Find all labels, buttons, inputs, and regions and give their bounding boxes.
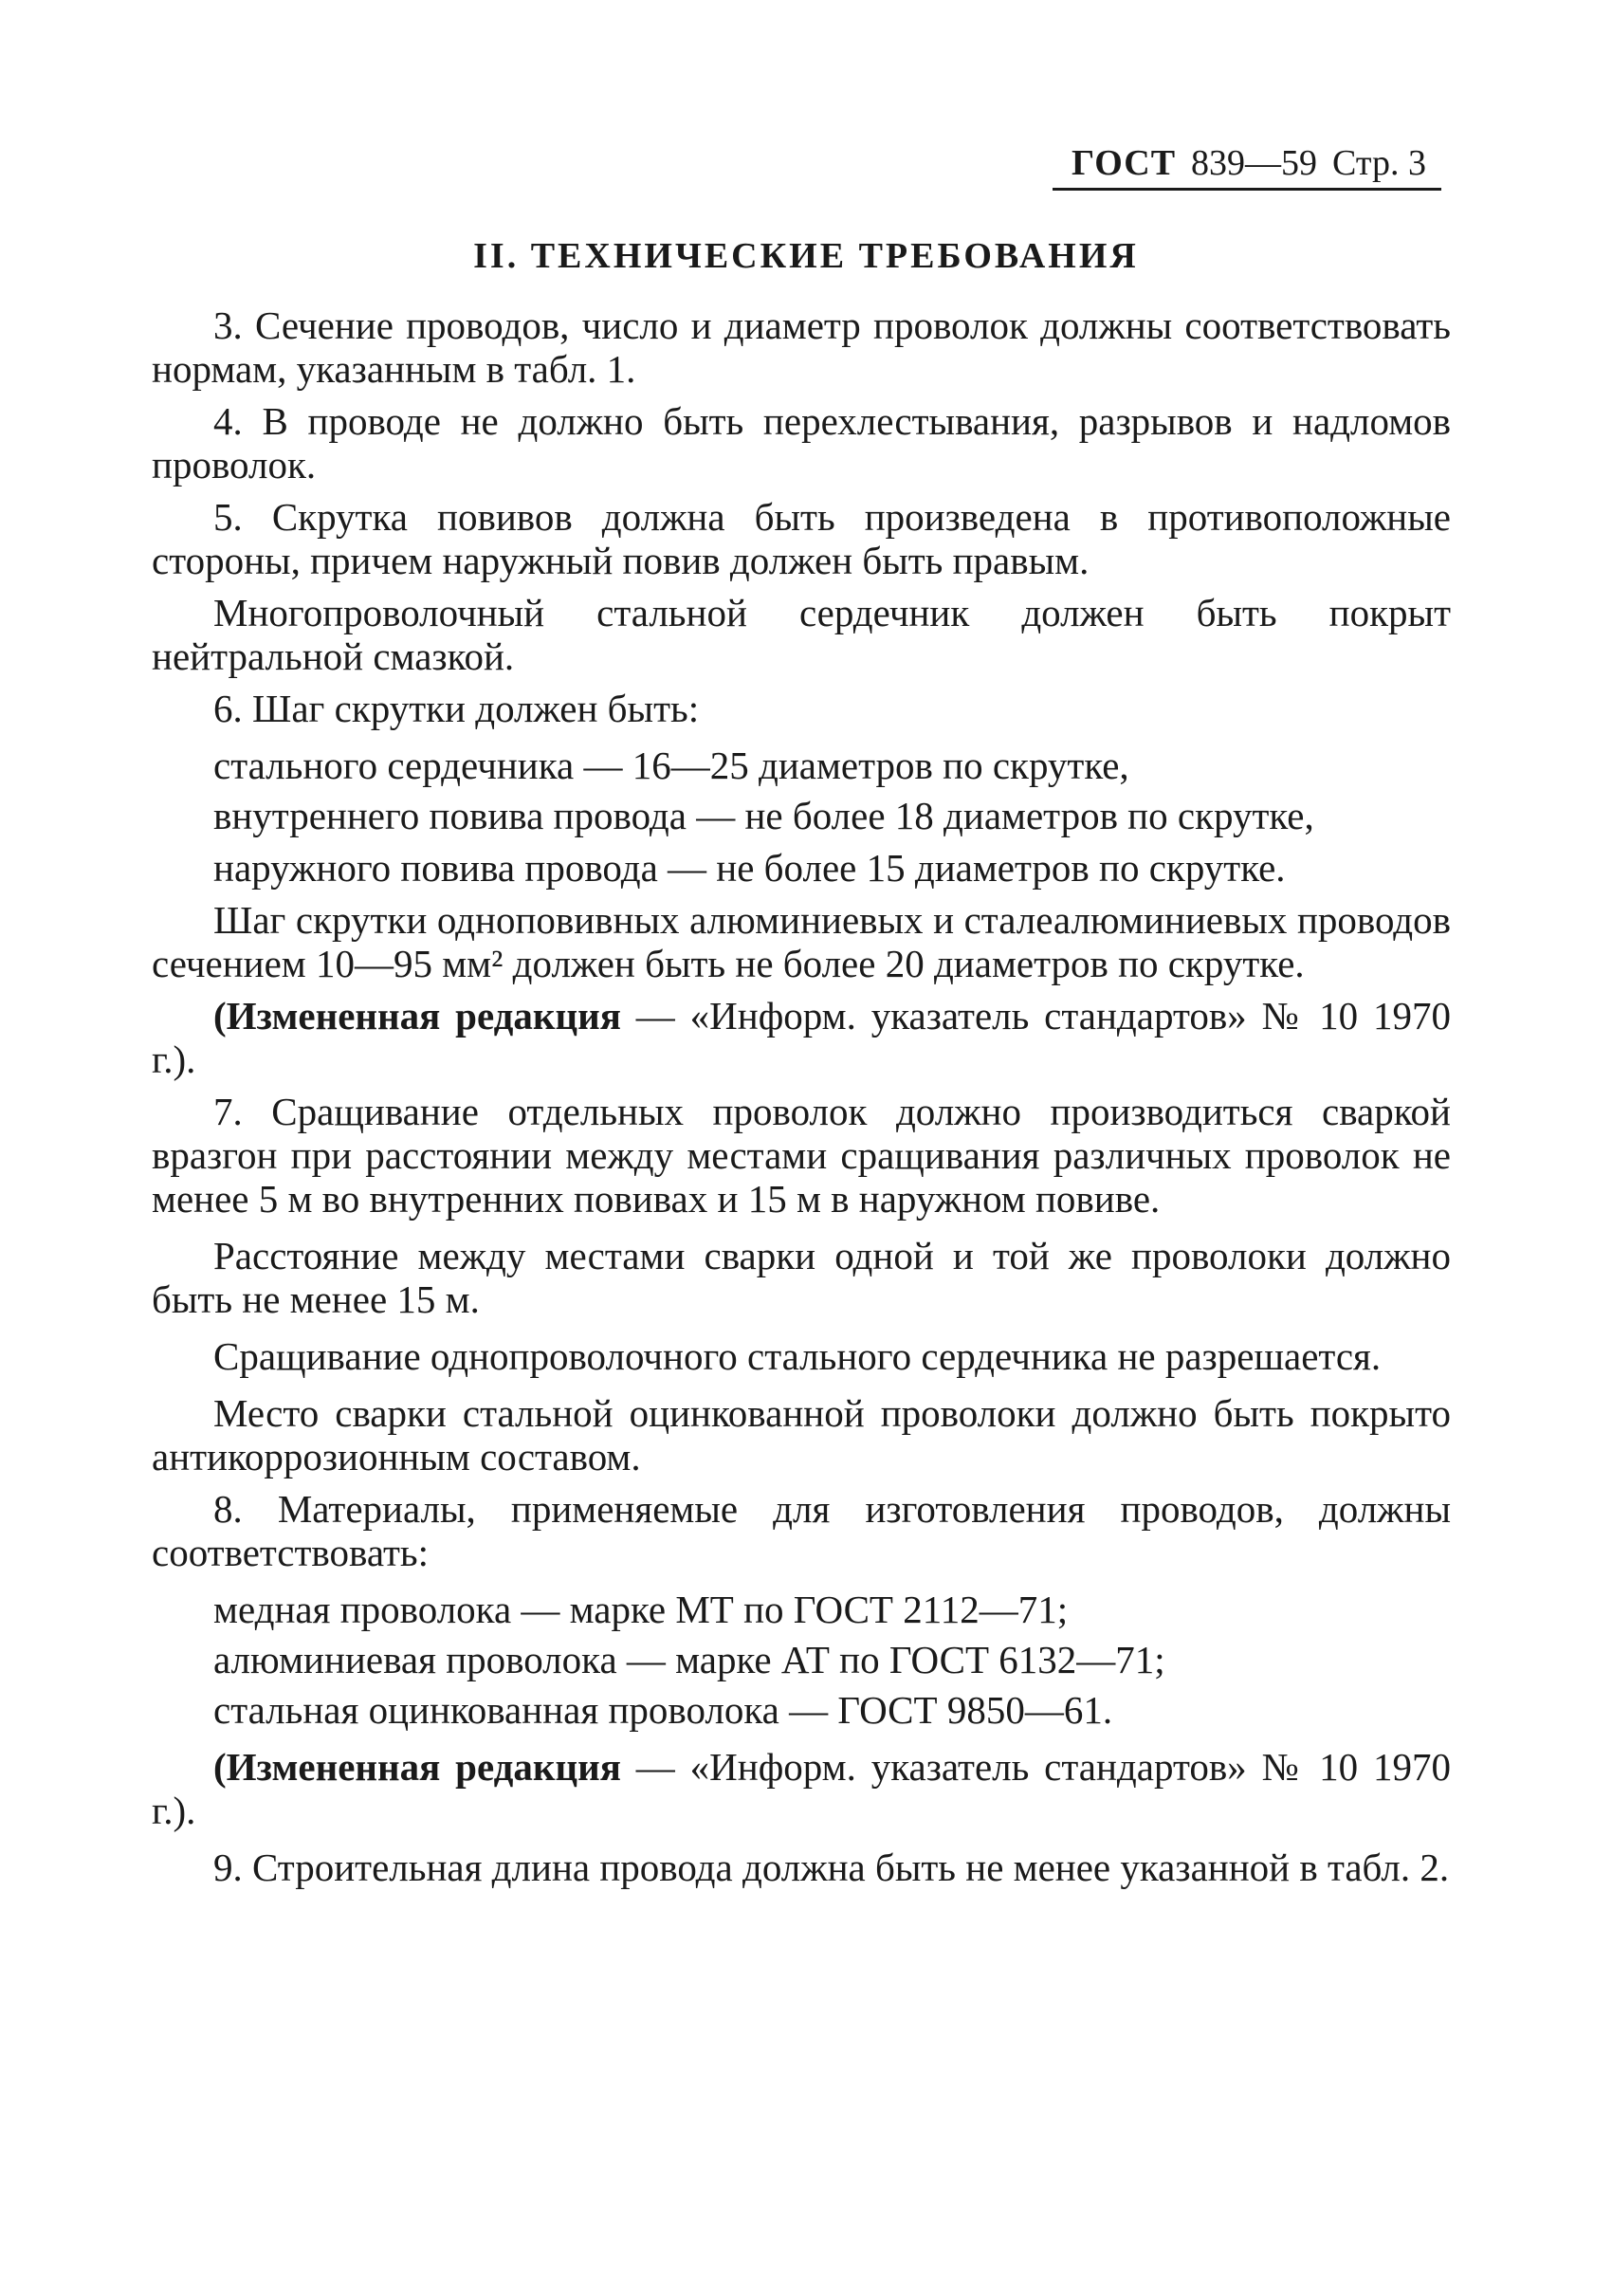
amendment-note-2-ref: — «Информ. указатель стандартов» № 10 1970 г.). <box>152 1745 1451 1832</box>
amendment-note-1-ref: — «Информ. указатель стандартов» № 10 1970 г.). <box>152 994 1451 1081</box>
amendment-note-1-label: (Измененная редакция <box>213 994 621 1038</box>
clause-5: 5. Скрутка повивов должна быть произведена в противоположные стороны, причем наружный повив должен быть правым. <box>152 495 1451 582</box>
clause-6-item-inner: внутреннего повива провода — не более 18 диаметров по скрутке, <box>213 794 1314 837</box>
amendment-note-1 <box>152 994 1451 1081</box>
header-standard-number: 839—59 <box>1191 143 1318 183</box>
clause-4: 4. В проводе не должно быть перехлестывания, разрывов и надломов проволок. <box>152 399 1451 487</box>
body-text <box>152 303 1451 1898</box>
amendment-note-2 <box>152 1745 1451 1832</box>
header-rule <box>1053 188 1441 191</box>
clause-3: 3. Сечение проводов, число и диаметр проволок должны соответствовать нормам, указанным в табл. 1. <box>152 303 1451 391</box>
clause-5-note: Многопроволочный стальной сердечник должен быть покрыт нейтральной смазкой. <box>152 591 1451 678</box>
clause-7-distance: Расстояние между местами сварки одной и той же проволоки должно быть не менее 15 м. <box>152 1234 1451 1321</box>
clause-6-item-core: стального сердечника — 16—25 диаметров по скрутке, <box>213 744 1129 787</box>
clause-8-item-copper: медная проволока — марке МТ по ГОСТ 2112—71; <box>213 1588 1069 1631</box>
header-standard: ГОСТ <box>1072 143 1177 183</box>
clause-7: 7. Сращивание отдельных проволок должно производиться сваркой вразгон при расстоянии между местами сращивания различных проволок не менее 5 м во внутренних повивах и 15 м в наружном повиве. <box>152 1090 1451 1221</box>
amendment-note-2-label: (Измененная редакция <box>213 1745 621 1789</box>
clause-8: 8. Материалы, применяемые для изготовления проводов, должны соответствовать: <box>152 1487 1451 1574</box>
section-title: II. ТЕХНИЧЕСКИЕ ТРЕБОВАНИЯ <box>473 236 1139 276</box>
clause-8-item-aluminium: алюминиевая проволока — марке АТ по ГОСТ 6132—71; <box>213 1638 1165 1681</box>
clause-9: 9. Строительная длина провода должна быть не менее указанной в табл. 2. <box>213 1846 1450 1889</box>
clause-6-note: Шаг скрутки одноповивных алюминиевых и сталеалюминиевых проводов сечением 10—95 мм² должен быть не более 20 диаметров по скрутке. <box>152 898 1451 985</box>
clause-7-core: Сращивание однопроволочного стального сердечника не разрешается. <box>213 1334 1382 1378</box>
clause-6-item-outer: наружного повива провода — не более 15 диаметров по скрутке. <box>213 846 1286 890</box>
clause-8-item-steel: стальная оцинкованная проволока — ГОСТ 9850—61. <box>213 1688 1113 1732</box>
clause-6: 6. Шаг скрутки должен быть: <box>213 687 700 730</box>
clause-7-coating: Место сварки стальной оцинкованной проволоки должно быть покрыто антикоррозионным составом. <box>152 1391 1451 1479</box>
header-page-number: Стр. 3 <box>1332 143 1426 183</box>
